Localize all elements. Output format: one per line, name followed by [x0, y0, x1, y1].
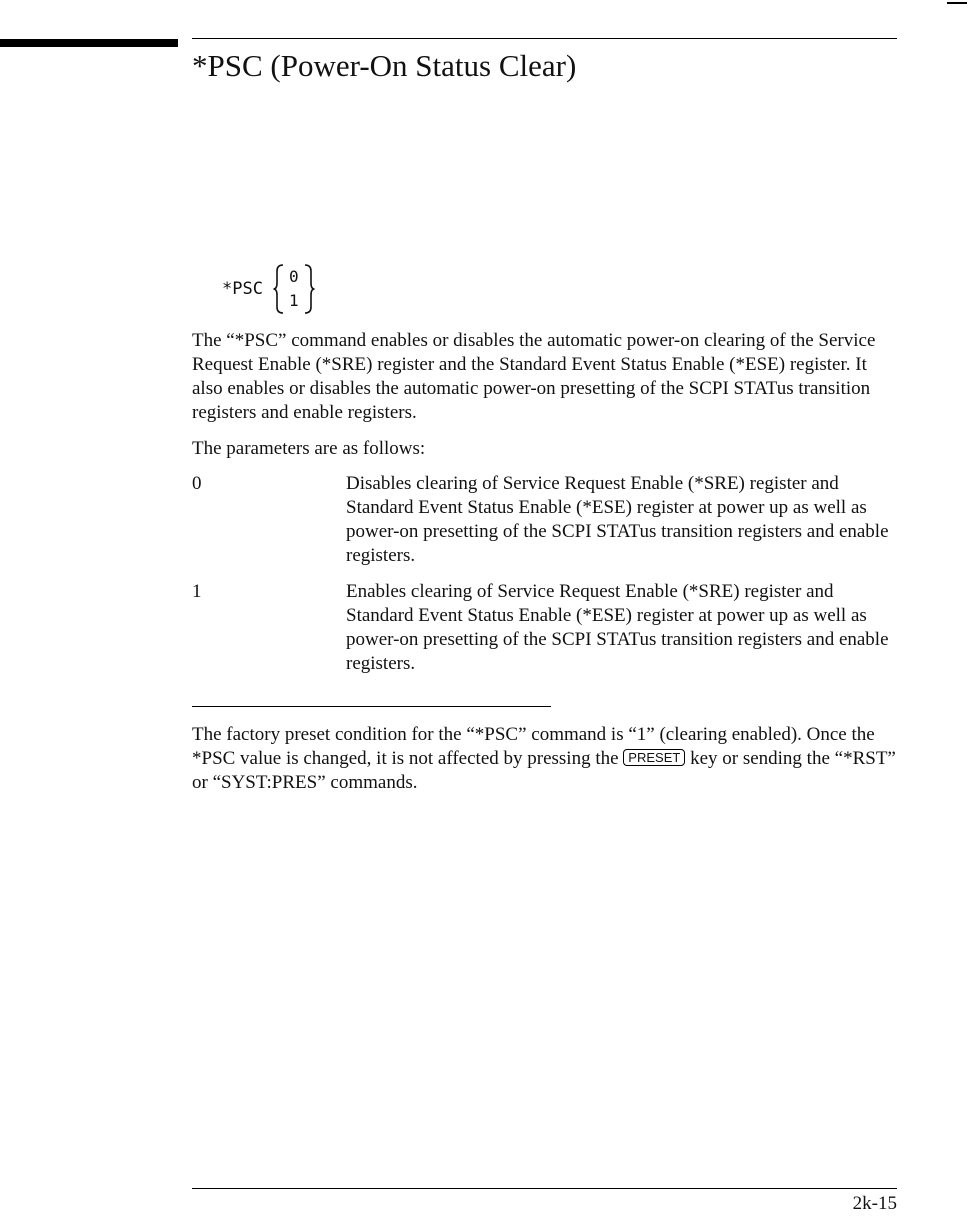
right-brace-icon — [303, 263, 315, 315]
note-text: The factory preset condition for the “*PSC” command is “1” (clearing enabled). Once the *PSC value is changed, it is not affected by pressing the — [192, 724, 875, 769]
bottom-rule — [192, 1188, 897, 1189]
note-paragraph — [192, 723, 897, 795]
page-title: *PSC (Power-On Status Clear) — [192, 48, 577, 83]
syntax-option: 1 — [288, 291, 299, 310]
syntax-options — [289, 267, 299, 311]
preset-key: PRESET — [623, 749, 685, 766]
corner-mark — [947, 2, 967, 4]
parameter-value: 0 — [192, 473, 202, 494]
page-number: 2k-15 — [852, 1193, 897, 1214]
syntax-option: 0 — [288, 267, 299, 286]
section-tab-marker — [0, 39, 178, 47]
left-brace-icon — [273, 263, 285, 315]
parameter-value: 1 — [192, 581, 202, 602]
parameter-description: Disables clearing of Service Request Enable (*SRE) register and Standard Event Status Enable (*ESE) register at power up as well as power-on presetting of the SCPI STATus transition registers and enable registers. — [346, 473, 889, 566]
top-rule — [192, 38, 897, 39]
note-divider — [192, 706, 551, 707]
syntax-command: *PSC — [222, 279, 263, 299]
parameter-row — [192, 580, 897, 676]
parameter-row — [192, 472, 897, 568]
command-syntax — [222, 263, 315, 315]
parameter-description: Enables clearing of Service Request Enable (*SRE) register and Standard Event Status Enable (*ESE) register at power up as well as power-on presetting of the SCPI STATus transition registers and enable registers. — [346, 581, 889, 674]
note-text: key or sending the “*RST” or “SYST:PRES” commands. — [192, 748, 896, 793]
description-paragraph: The “*PSC” command enables or disables the automatic power-on clearing of the Service Request Enable (*SRE) register and the Standard Event Status Enable (*ESE) register. It also enables or disables the automatic power-on presetting of the SCPI STATus transition registers and enable registers. — [192, 330, 876, 423]
parameters-intro: The parameters are as follows: — [192, 438, 426, 459]
